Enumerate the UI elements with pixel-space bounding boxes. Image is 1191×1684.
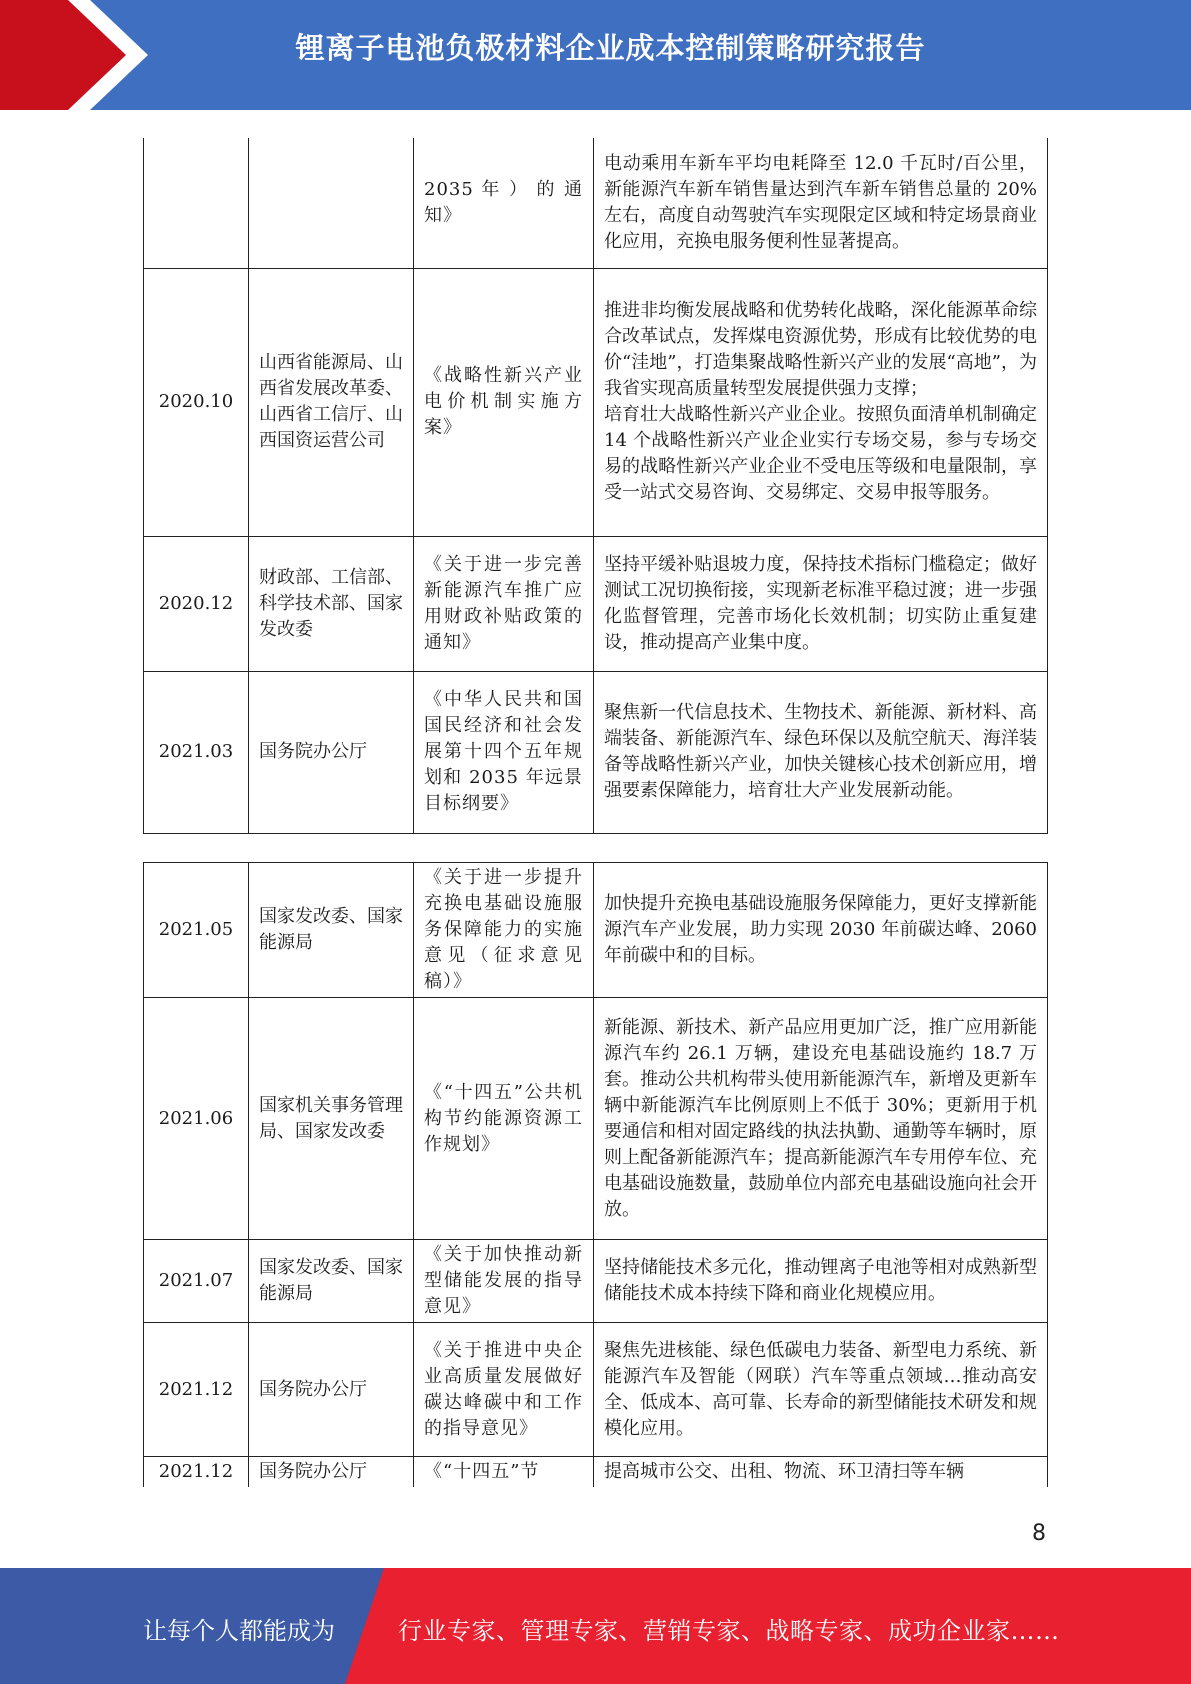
- document-cell: 《中华人民共和国国民经济和社会发展第十四个五年规划和 2035 年远景目标纲要》: [414, 671, 594, 833]
- page-footer: [0, 1568, 1191, 1684]
- content-cell: 电动乘用车新车平均电耗降至 12.0 千瓦时/百公里，新能源汽车新车销售量达到汽车新车销售总量的 20%左右，高度自动驾驶汽车实现限定区域和特定场景商业化应用，充换电服务便利性显著提高。: [594, 138, 1048, 268]
- content-cell: 聚焦新一代信息技术、生物技术、新能源、新材料、高端装备、新能源汽车、绿色环保以及航空航天、海洋装备等战略性新兴产业，加快关键核心技术创新应用，增强要素保障能力，培育壮大产业发展新动能。: [594, 671, 1048, 833]
- content-paragraph: 培育壮大战略性新兴产业企业。按照负面清单机制确定 14 个战略性新兴产业企业实行专场交易，参与专场交易的战略性新兴产业企业不受电压等级和电量限制，享受一站式交易咨询、交易绑定、交易申报等服务。: [604, 404, 1037, 503]
- date-cell: 2021.05: [144, 863, 249, 998]
- report-title: 锂离子电池负极材料企业成本控制策略研究报告: [295, 31, 926, 65]
- document-cell: 《关于加快推动新型储能发展的指导意见》: [414, 1240, 594, 1323]
- table-row: [144, 1457, 1048, 1488]
- content-cell: 坚持平缓补贴退坡力度，保持技术指标门槛稳定；做好测试工况切换衔接，实现新老标准平稳过渡；进一步强化监督管理，完善市场化长效机制；切实防止重复建设，推动提高产业集中度。: [594, 536, 1048, 671]
- date-cell: 2020.10: [144, 268, 249, 536]
- table-row: [144, 536, 1048, 671]
- document-cell: 《“十四五”公共机构节约能源资源工作规划》: [414, 998, 594, 1240]
- date-cell: 2021.12: [144, 1457, 249, 1488]
- content-cell: 坚持储能技术多元化，推动锂离子电池等相对成熟新型储能技术成本持续下降和商业化规模应用。: [594, 1240, 1048, 1323]
- department-cell: 国务院办公厅: [249, 671, 414, 833]
- date-cell: 2021.07: [144, 1240, 249, 1323]
- date-cell: [144, 138, 249, 268]
- table-row: [144, 671, 1048, 833]
- document-cell: 《关于进一步完善新能源汽车推广应用财政补贴政策的通知》: [414, 536, 594, 671]
- department-cell: 国务院办公厅: [249, 1457, 414, 1488]
- document-cell: 《“十四五”节: [414, 1457, 594, 1488]
- table-row: [144, 863, 1048, 998]
- department-cell: 国家发改委、国家能源局: [249, 1240, 414, 1323]
- footer-slogan-left: 让每个人都能成为: [143, 1617, 335, 1645]
- date-cell: 2021.12: [144, 1323, 249, 1457]
- department-cell: 国家机关事务管理局、国家发改委: [249, 998, 414, 1240]
- document-cell: 2035 年 ） 的 通 知》: [414, 138, 594, 268]
- department-cell: 国家发改委、国家能源局: [249, 863, 414, 998]
- table-row: [144, 1240, 1048, 1323]
- date-cell: 2021.03: [144, 671, 249, 833]
- content-cell: [594, 268, 1048, 536]
- policy-table-part-1: [143, 138, 1048, 834]
- content-cell: 新能源、新技术、新产品应用更加广泛，推广应用新能源汽车约 26.1 万辆，建设充电基础设施约 18.7 万套。推动公共机构带头使用新能源汽车，新增及更新车辆中新能源汽车比例原则上不低于 30%；更新用于机要通信和相对固定路线的执法执勤、通勤等车辆时，原则上配备新能源汽车；提高新能源汽车专用停车位、充电基础设施数量，鼓励单位内部充电基础设施向社会开放。: [594, 998, 1048, 1240]
- content-cell: 聚焦先进核能、绿色低碳电力装备、新型电力系统、新能源汽车及智能（网联）汽车等重点领域…推动高安全、低成本、高可靠、长寿命的新型储能技术研发和规模化应用。: [594, 1323, 1048, 1457]
- content-cell: 加快提升充换电基础设施服务保障能力，更好支撑新能源汽车产业发展，助力实现 2030 年前碳达峰、2060 年前碳中和的目标。: [594, 863, 1048, 998]
- content-paragraph: 推进非均衡发展战略和优势转化战略，深化能源革命综合改革试点，发挥煤电资源优势，形成有比较优势的电价“洼地”，打造集聚战略性新兴产业的发展“高地”，为我省实现高质量转型发展提供强力支撑；: [604, 300, 1037, 399]
- page-number: 8: [1032, 1521, 1046, 1546]
- department-cell: 山西省能源局、山西省发展改革委、山西省工信厅、山西国资运营公司: [249, 268, 414, 536]
- policy-table-part-2: [143, 862, 1048, 1487]
- footer-slogan-right: 行业专家、管理专家、营销专家、战略专家、成功企业家……: [398, 1617, 1060, 1645]
- table-row: [144, 268, 1048, 536]
- document-cell: 《战略性新兴产业电价机制实施方案》: [414, 268, 594, 536]
- date-cell: 2021.06: [144, 998, 249, 1240]
- document-cell: 《关于推进中央企业高质量发展做好碳达峰碳中和工作的指导意见》: [414, 1323, 594, 1457]
- date-cell: 2020.12: [144, 536, 249, 671]
- department-cell: 国务院办公厅: [249, 1323, 414, 1457]
- content-cell: 提高城市公交、出租、物流、环卫清扫等车辆: [594, 1457, 1048, 1488]
- table-row: [144, 998, 1048, 1240]
- department-cell: [249, 138, 414, 268]
- document-cell: 《关于进一步提升充换电基础设施服务保障能力的实施意见（征求意见稿）》: [414, 863, 594, 998]
- department-cell: 财政部、工信部、科学技术部、国家发改委: [249, 536, 414, 671]
- table-row: [144, 138, 1048, 268]
- page-header: [0, 0, 1191, 110]
- table-row: [144, 1323, 1048, 1457]
